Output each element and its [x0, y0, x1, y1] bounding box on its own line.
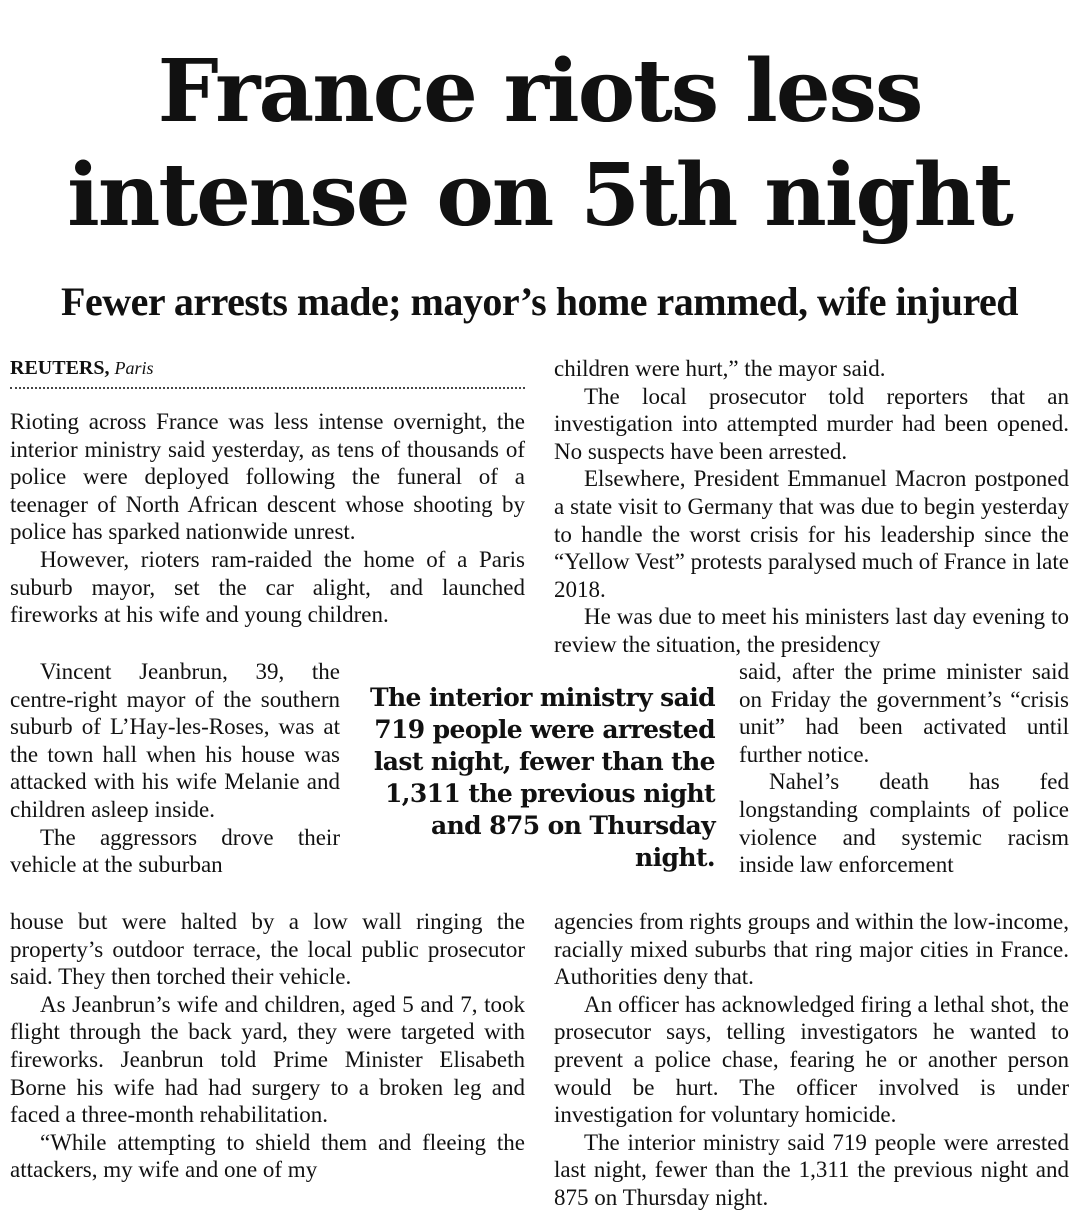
article-paragraph: As Jeanbrun’s wife and children, aged 5 and 7, took flight through the back yard, they were targeted with fireworks. Jeanbrun told Prime Minister Elisabeth Borne his wife had had surgery to a broken leg and faced a three-month rehabilitation.: [10, 991, 525, 1128]
article-paragraph: agencies from rights groups and within the low-income, racially mixed suburbs that ring major cities in France. Authorities deny that.: [554, 909, 1069, 990]
headline-line-2: intense on 5th night: [67, 145, 1012, 246]
article-paragraph: The aggressors drove their vehicle at the suburban: [10, 824, 340, 878]
byline: [10, 355, 525, 389]
right-column-top: [554, 355, 1069, 659]
byline-place: Paris: [114, 358, 154, 378]
article-paragraph: “While attempting to shield them and fleeing the attackers, my wife and one of my: [10, 1129, 525, 1183]
article-paragraph: He was due to meet his ministers last day evening to review the situation, the presidency: [554, 604, 1069, 657]
headline: [0, 40, 1079, 248]
article-paragraph: children were hurt,” the mayor said.: [554, 356, 886, 381]
right-column-bottom: [554, 908, 1069, 1212]
left-column-narrow: [10, 658, 340, 879]
article-paragraph: Vincent Jeanbrun, 39, the centre-right mayor of the southern suburb of L’Hay-les-Roses, was at the town hall when his house was attacked with his wife Melanie and children asleep inside.: [10, 659, 340, 822]
article-paragraph: Rioting across France was less intense overnight, the interior ministry said yesterday, as tens of thousands of police were deployed following the funeral of a teenager of North African descent whose shooting by police has sparked nationwide unrest.: [10, 409, 525, 545]
headline-line-1: France riots less: [157, 41, 922, 142]
left-column-bottom: [10, 908, 525, 1184]
article-paragraph: Nahel’s death has fed longstanding complaints of police violence and systemic racism inside law enforcement: [739, 769, 1069, 878]
article-paragraph: The interior ministry said 719 people were arrested last night, fewer than the 1,311 the previous night and 875 on Thursday night.: [554, 1129, 1069, 1210]
left-column-top: [10, 408, 525, 629]
byline-agency: REUTERS,: [10, 357, 110, 379]
pull-quote: The interior ministry said 719 people were arrested last night, fewer than the 1,311 the previous night and 875 on Thursday night.: [369, 683, 715, 872]
article-paragraph: house but were halted by a low wall ringing the property’s outdoor terrace, the local public prosecutor said. They then torched their vehicle.: [10, 909, 525, 990]
article-paragraph: The local prosecutor told reporters that an investigation into attempted murder had been opened. No suspects have been arrested.: [554, 383, 1069, 464]
subheadline: Fewer arrests made; mayor’s home rammed, wife injured: [61, 279, 1018, 324]
article-paragraph: However, rioters ram-raided the home of a Paris suburb mayor, set the car alight, and launched fireworks at his wife and young children.: [10, 546, 525, 628]
article-paragraph: An officer has acknowledged firing a lethal shot, the prosecutor says, telling investigators he wanted to prevent a police chase, fearing he or another person would be hurt. The officer involved is under investigation for voluntary homicide.: [554, 991, 1069, 1128]
right-column-narrow: [739, 658, 1069, 879]
article-paragraph: Elsewhere, President Emmanuel Macron postponed a state visit to Germany that was due to begin yesterday to handle the worst crisis for his leadership since the “Yellow Vest” protests paralysed much of France in late 2018.: [554, 466, 1069, 602]
article-paragraph: said, after the prime minister said on Friday the government’s “crisis unit” had been activated until further notice.: [739, 659, 1069, 767]
